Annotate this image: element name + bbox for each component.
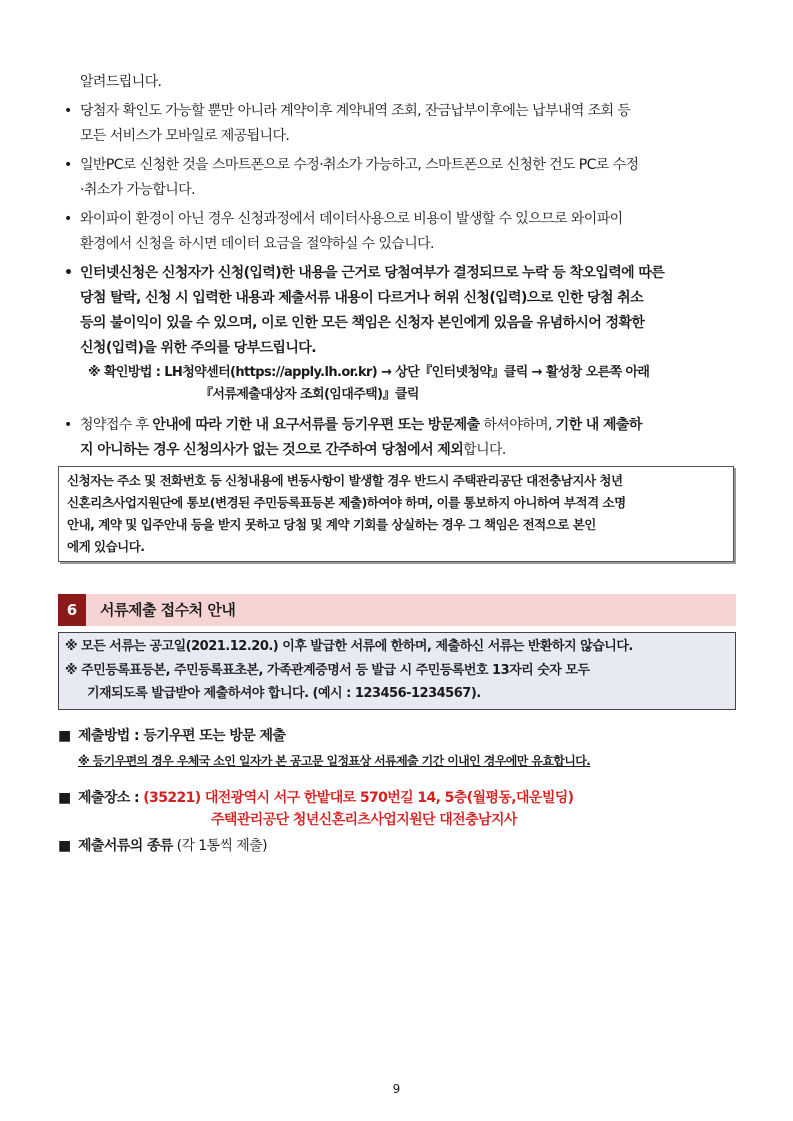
notice-line: 안내, 계약 및 입주안내 등을 받지 못하고 당첨 및 계약 기회를 상실하는 경우 그 책임은 전적으로 본인 — [67, 517, 596, 532]
submission-method: 제출방법 : 등기우편 또는 방문 제출 — [78, 728, 286, 744]
bullet-mark: • — [64, 103, 73, 119]
square-bullet: ■ — [58, 790, 72, 806]
note-line: ※ 주민등록표등본, 주민등록표초본, 가족관계증명서 등 발급 시 주민등록번호 13자리 숫자 모두 — [65, 663, 590, 678]
submission-place — [78, 788, 573, 808]
bullet-text: 신청(입력)을 위한 주의를 당부드립니다. — [80, 340, 316, 356]
bullet-mark: • — [64, 211, 73, 227]
bullet-text: 환경에서 신청을 하시면 데이터 요금을 절약하실 수 있습니다. — [80, 236, 434, 252]
bullet-text-part: 지 아니하는 경우 신청의사가 없는 것으로 간주하여 당첨에서 제외 — [80, 442, 464, 458]
bullet-text: 당첨 탈락, 신청 시 입력한 내용과 제출서류 내용이 다르거나 허위 신청(입력)으로 인한 당첨 취소 — [80, 290, 643, 306]
section-header — [58, 594, 736, 626]
note-line: ※ 모든 서류는 공고일(2021.12.20.) 이후 발급한 서류에 한하며, 제출하신 서류는 반환하지 않습니다. — [65, 639, 633, 654]
bullet-text-part: 청약접수 후 — [80, 417, 153, 433]
submission-docs-suffix: (각 1통씩 제출) — [172, 838, 267, 854]
section-title: 서류제출 접수처 안내 — [100, 601, 236, 619]
square-bullet: ■ — [58, 838, 72, 854]
bullet-text-part: 합니다. — [463, 442, 506, 458]
submission-place-office: 주택관리공단 청년신혼리츠사업지원단 대전충남지사 — [211, 812, 517, 828]
notice-line: 에게 있습니다. — [67, 539, 145, 554]
bullet-text: ·취소가 가능합니다. — [80, 182, 195, 198]
bullet-text-part: 하셔야하며, — [479, 417, 556, 433]
bullet-text: 모든 서비스가 모바일로 제공됩니다. — [80, 128, 290, 144]
bullet-text — [80, 415, 642, 435]
note-line: 기재되도록 발급받아 제출하셔야 합니다. (예시 : 123456-1234567). — [87, 686, 481, 701]
bullet-text: 인터넷신청은 신청자가 신청(입력)한 내용을 근거로 당첨여부가 결정되므로 누락 등 착오입력에 따른 — [80, 265, 665, 281]
bullet-text-part: 기한 내 제출하 — [555, 417, 642, 433]
bullet-mark: • — [64, 157, 73, 173]
notice-box — [58, 466, 734, 562]
page-number: 9 — [392, 1082, 401, 1096]
bullet-text: 일반PC로 신청한 것을 스마트폰으로 수정·취소가 가능하고, 스마트폰으로 신청한 건도 PC로 수정 — [80, 157, 639, 173]
notice-line: 신청자는 주소 및 전화번호 등 신청내용에 변동사항이 발생할 경우 반드시 주택관리공단 대전충남지사 청년 — [67, 473, 623, 488]
square-bullet: ■ — [58, 728, 72, 744]
bullet-text-part: 안내에 따라 기한 내 요구서류를 등기우편 또는 방문제출 — [152, 417, 480, 433]
check-method-note: ※ 확인방법 : LH청약센터(https://apply.lh.or.kr) → 상단『인터넷청약』클릭 → 활성창 오른쪽 아래 — [88, 365, 650, 380]
submission-place-address: (35221) 대전광역시 서구 한밭대로 570번길 14, 5층(월평동,대운빌딩) — [143, 790, 574, 806]
bullet-text — [80, 440, 506, 460]
bullet-text: 와이파이 환경이 아닌 경우 신청과정에서 데이터사용으로 비용이 발생할 수 있으므로 와이파이 — [80, 211, 623, 227]
submission-method-note: ※ 등기우편의 경우 우체국 소인 일자가 본 공고문 일정표상 서류제출 기간 이내인 경우에만 유효합니다. — [78, 754, 591, 768]
check-method-note: 『서류제출대상자 조회(임대주택)』클릭 — [200, 387, 419, 402]
important-note-box — [58, 632, 736, 710]
notice-line: 신혼리츠사업지원단에 통보(변경된 주민등록표등본 제출)하여야 하며, 이를 통보하지 아니하여 부적격 소명 — [67, 495, 626, 510]
submission-docs — [78, 836, 267, 856]
bullet-mark: • — [64, 417, 73, 433]
submission-place-label: 제출장소 : — [78, 790, 144, 806]
bullet-text: 등의 불이익이 있을 수 있으며, 이로 인한 모든 책임은 신청자 본인에게 있음을 유념하시어 정확한 — [80, 315, 645, 331]
section-number: 6 — [58, 594, 86, 626]
bullet-text: 알려드립니다. — [80, 74, 162, 90]
bullet-mark: • — [64, 265, 73, 281]
bullet-text: 당첨자 확인도 가능할 뿐만 아니라 계약이후 계약내역 조회, 잔금납부이후에는 납부내역 조회 등 — [80, 103, 631, 119]
submission-docs-label: 제출서류의 종류 — [78, 838, 173, 854]
